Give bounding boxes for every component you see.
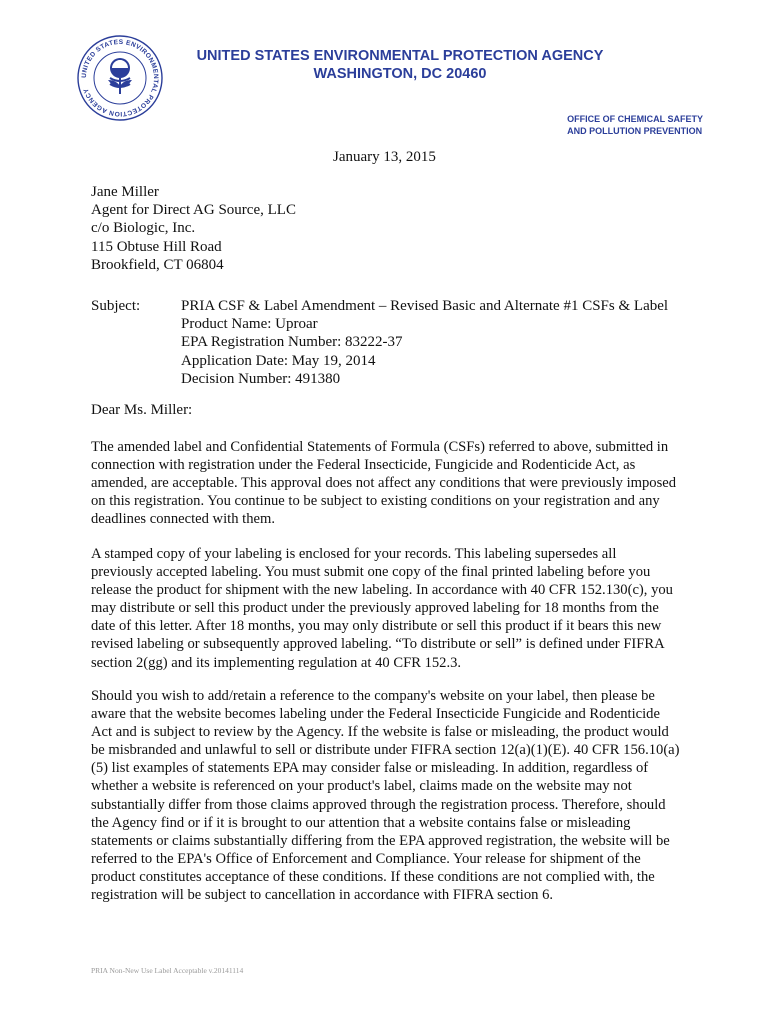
- subject-product-name: Product Name: Uproar: [181, 316, 318, 333]
- seal-ring-text: UNITED STATES ENVIRONMENTAL PROTECTION AGENCY: [80, 38, 160, 118]
- salutation: Dear Ms. Miller:: [91, 402, 193, 418]
- subject-application-date: Application Date: May 19, 2014: [181, 352, 376, 369]
- footer-version: PRIA Non-New Use Label Acceptable v.20141114: [91, 966, 244, 975]
- recipient-line-2: Agent for Direct AG Source, LLC: [91, 202, 296, 219]
- recipient-name: Jane Miller: [91, 184, 159, 200]
- subject-label: Subject:: [91, 298, 141, 314]
- recipient-address: [91, 183, 296, 274]
- subject-decision-number: Decision Number: 491380: [181, 370, 341, 387]
- recipient-line-3: c/o Biologic, Inc.: [91, 220, 196, 237]
- letter-date: January 13, 2015: [333, 149, 436, 165]
- office-line-1: OFFICE OF CHEMICAL SAFETY: [567, 114, 703, 124]
- letterhead-office: [567, 113, 703, 137]
- body-paragraph-3: Should you wish to add/retain a reference to the company's website on your label, then please be aware that the website becomes labeling under the Federal Insecticide Fungicide and Rodenticide Act and is subject to review by the Agency. If the website is false or misleading, the product would be misbranded and unlawful to sell or distribute under FIFRA section 12(a)(1)(E). 40 CFR 156.10(a)(5) list examples of statements EPA may consider false or misleading. In addition, regardless of whether a website is referenced on your product's label, claims made on the website may not substantially differ from those claims approved through the registration process. Therefore, should the Agency find or if it is brought to our attention that a website contains false or misleading statements or claims substantially differing from the EPA approved registration, the website will be referred to the EPA's Office of Enforcement and Compliance. Your release for shipment of the product constitutes acceptance of these conditions. If these conditions are not complied with, the registration will be subject to cancellation in accordance with FIFRA section 6.: [91, 688, 680, 904]
- body-paragraph-2: A stamped copy of your labeling is enclosed for your records. This labeling supersedes all previously accepted labeling. You must submit one copy of the final printed labeling before you release the product for shipment with the new labeling. In accordance with 40 CFR 152.130(c), you may distribute or sell this product under the previously approved labeling for 18 months from the date of this letter. After 18 months, you may only distribute or sell this product if it bears this new revised labeling or subsequently approved labeling. “To distribute or sell” is defined under FIFRA section 2(gg) and its implementing regulation at 40 CFR 152.3.: [91, 546, 673, 671]
- office-line-2: AND POLLUTION PREVENTION: [567, 126, 703, 136]
- recipient-city: Brookfield, CT 06804: [91, 256, 224, 273]
- subject-line-1: PRIA CSF & Label Amendment – Revised Basic and Alternate #1 CSFs & Label: [181, 298, 669, 314]
- body-paragraph-1: The amended label and Confidential Statements of Formula (CSFs) referred to above, submitted in connection with registration under the Federal Insecticide, Fungicide and Rodenticide Act, as amended, are acceptable. This approval does not affect any conditions that were previously imposed on this registration. You continue to be subject to existing conditions on your registration and any deadlines connected with them.: [91, 439, 677, 528]
- agency-location: WASHINGTON, DC 20460: [313, 66, 487, 82]
- subject-registration-number: EPA Registration Number: 83222-37: [181, 334, 403, 351]
- agency-name: UNITED STATES ENVIRONMENTAL PROTECTION AGENCY: [196, 48, 604, 64]
- letterhead-agency: [190, 47, 610, 83]
- epa-seal-logo: [76, 34, 164, 122]
- recipient-street: 115 Obtuse Hill Road: [91, 238, 222, 255]
